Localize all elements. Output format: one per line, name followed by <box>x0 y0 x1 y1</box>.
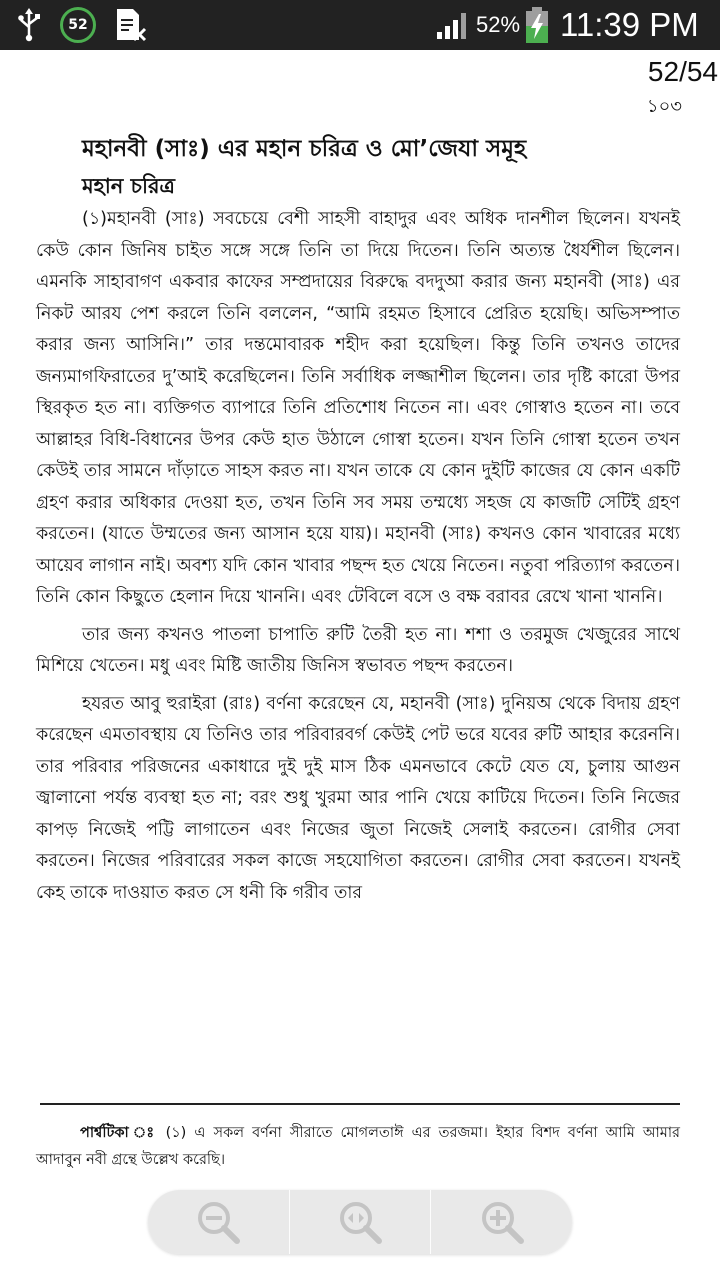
battery-charging-icon <box>524 0 550 50</box>
page-bottom-edge <box>240 1268 440 1280</box>
footnote <box>36 1120 680 1174</box>
footnote-label: পার্শ্বটিকা ঃ <box>80 1125 158 1141</box>
notification-count: 52 <box>60 7 96 43</box>
clock: 11:39 PM <box>560 6 699 43</box>
page-body <box>36 204 680 915</box>
paragraph: হযরত আবু হুরাইরা (রাঃ) বর্ণনা করেছেন যে, মহানবী (সাঃ) দুনিয়অ থেকে বিদায় গ্রহণ করেছেন এমতাবস্থায় যে তিনিও তার পরিবারবর্গ কেউই পেট ভরে যবের রুটি আহার করেননি। তার পরিবার পরিজনের একাধারে দুই দুই মাস ঠিক এমনভাবে কেটে যেত যে, চুলায় আগুন জ্বালানো পর্যন্ত ব্যবস্থা হত না; বরং শুধু খুরমা আর পানি খেয়ে কাটিয়ে দিতেন। তিনি নিজের কাপড় নিজেই পট্টি লাগাতেন এবং নিজের জুতা নিজেই সেলাই করতেন। রোগীর সেবা করতেন। নিজের পরিবারের সকল কাজে সহযোগিতা করতেন। রোগীর সেবা করতেন। যখনই কেহ তাকে দাওয়াত করত সে ধনী কি গরীব তার <box>36 693 680 903</box>
status-bar <box>0 0 720 50</box>
zoom-fit-icon <box>335 1197 385 1247</box>
zoom-controls <box>148 1190 572 1254</box>
chapter-heading: মহানবী (সাঃ) এর মহান চরিত্র ও মো’জেযা সমূহ <box>82 136 527 162</box>
section-subheading: মহান চরিত্র <box>82 174 175 198</box>
zoom-out-button[interactable] <box>148 1190 290 1254</box>
notification-badge-icon <box>60 0 96 50</box>
zoom-in-button[interactable] <box>431 1190 572 1254</box>
zoom-out-icon <box>193 1197 243 1247</box>
zoom-in-icon <box>477 1197 527 1247</box>
battery-percent: 52% <box>476 12 521 37</box>
signal-icon <box>436 0 470 50</box>
usb-icon <box>14 0 44 50</box>
page-counter: 52/54 <box>647 56 718 87</box>
footnote-divider <box>40 1103 680 1105</box>
zoom-fit-button[interactable] <box>290 1190 432 1254</box>
page-number: ১০৩ <box>646 96 682 117</box>
paragraph: তার জন্য কখনও পাতলা চাপাতি রুটি তৈরী হত না। শশা ও তরমুজ খেজুরের সাথে মিশিয়ে খেতেন। মধু এবং মিষ্টি জাতীয় জিনিস স্বভাবত পছন্দ করতেন। <box>36 624 680 676</box>
paragraph: (১)মহানবী (সাঃ) সবচেয়ে বেশী সাহসী বাহাদুর এবং অধিক দানশীল ছিলেন। যখনই কেউ কোন জিনিষ চাইত সঙ্গে সঙ্গে তিনি তা দিয়ে দিতেন। তিনি অত্যন্ত ধৈর্যশীল ছিলেন। এমনকি সাহাবাগণ একবার কাফের সম্প্রদায়ের বিরুদ্ধে বদদুআ করার জন্য মহানবী (সাঃ) এর নিকট আরয পেশ করলে তিনি বললেন, “আমি রহমত হিসাবে প্রেরিত হয়েছি। অভিসম্পাত করার জন্য আসিনি।” তার দন্তমোবারক শহীদ করা হয়েছিল। কিন্তু তিনি তখনও তাদের জন্যমাগফিরাতের দু’আই করেছিলেন। তিনি সর্বাধিক লজ্জাশীল ছিলেন। তার দৃষ্টি কারো উপর স্থিরকৃত হত না। ব্যক্তিগত ব্যাপারে তিনি প্রতিশোধ নিতেন না। এবং গোস্বাও হতেন না। তবে আল্লাহর বিধি-বিধানের উপর কেউ হাত উঠালে গোস্বা হতেন। যখন তিনি গোস্বা হতেন তখন কেউই তার সামনে দাঁড়াতে সাহস করত না। যখন তাকে যে কোন দুইটি কাজের যে কোন একটি গ্রহণ করার অধিকার দেওয়া হত, তখন তিনি সব সময় তম্মধ্যে সহজ যে কাজটি সেটিই গ্রহণ করতেন। (যাতে উম্মতের জন্য আসান হয়ে যায়)। মহানবী (সাঃ) কখনও কোন খাবারের মধ্যে আয়েব লাগান নাই। অবশ্য যদি কোন খাবার পছন্দ হত খেয়ে নিতেন। নতুবা পরিত্যাগ করতেন। তিনি কোন কিছুতে হেলান দিয়ে খাননি। এবং টেবিলে বসে ও বক্ষ বরাবর রেখে খানা খাননি। <box>36 209 680 607</box>
document-icon <box>114 0 148 50</box>
footnote-text: (১) এ সকল বর্ণনা সীরাতে মোগলতাঈ এর তরজমা। ইহার বিশদ বর্ণনা আমি আমার আদাবুন নবী গ্রন্থে উল্লেখ করেছি। <box>36 1125 681 1168</box>
